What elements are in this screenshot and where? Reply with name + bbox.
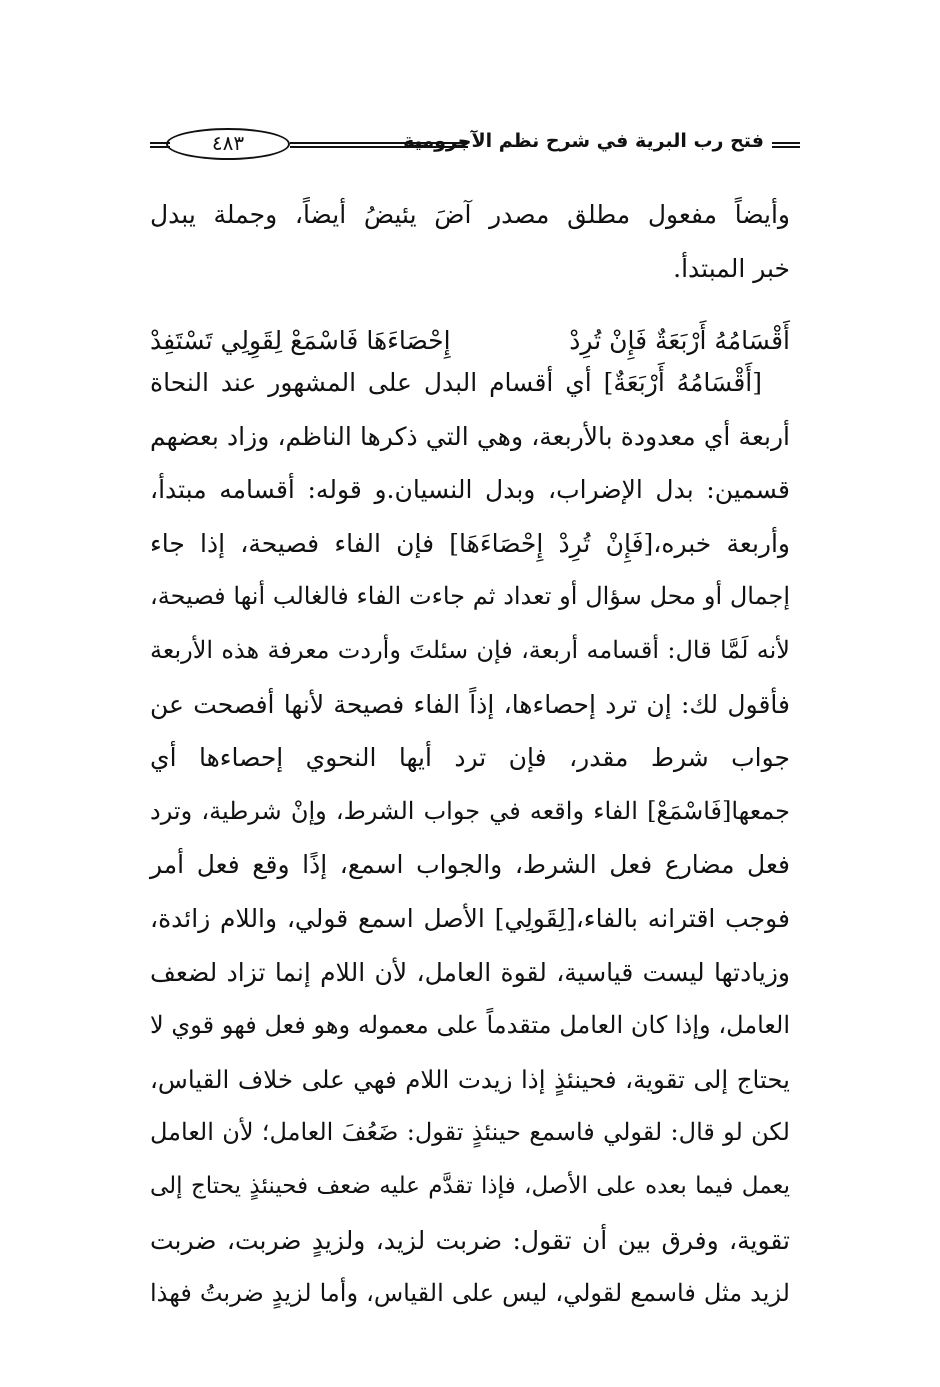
text-line: جمعها[فَاسْمَعْ] الفاء واقعه في جواب الشرط، وإنْ شرطية، وترد xyxy=(150,796,790,825)
running-title: فتح رب البرية في شرح نظم الآجرومية xyxy=(403,130,764,152)
page-header xyxy=(150,128,800,162)
page-number: ٤٨٣ xyxy=(211,131,245,155)
text-line: تقوية، وفرق بين أن تقول: ضربت لزيد، ولزيدٍ ضربت، ضربت xyxy=(150,1225,790,1255)
text-line: يحتاج إلى تقوية، فحينئذٍ إذا زيدت اللام فهي على خلاف القياس، xyxy=(150,1064,790,1094)
text-line: خبر المبتدأ. xyxy=(673,253,790,283)
text-line: قسمين: بدل الإضراب، وبدل النسيان.و قوله: أقسامه مبتدأ، xyxy=(150,475,790,505)
text-line: فأقول لك: إن ترد إحصاءها، إذاً الفاء فصيحة لأنها أفصحت عن xyxy=(150,689,790,719)
header-ornament-right xyxy=(772,142,800,148)
text-line: يعمل فيما بعده على الأصل، فإذا تقدَّم عليه ضعف فحينئذٍ يحتاج إلى xyxy=(150,1172,790,1199)
text-line: جواب شرط مقدر، فإن ترد أيها النحوي إحصاءها أي xyxy=(150,743,790,773)
text-line: وزيادتها ليست قياسية، لقوة العامل، لأن اللام إنما تزاد لضعف xyxy=(150,957,790,987)
text-line: لأنه لَمَّا قال: أقسامه أربعة، فإن سئلتَ وأردت معرفة هذه الأربعة xyxy=(150,635,790,664)
page-number-badge xyxy=(166,128,290,160)
header-ornament-left xyxy=(150,142,170,148)
text-line: وأيضاً مفعول مطلق مصدر آضَ يئيضُ أيضاً، وجملة يبدل xyxy=(150,200,790,229)
verse-first-hemistich: أَقْسَامُهُ أَرْبَعَةٌ فَإِنْ تُرِدْ xyxy=(569,326,790,355)
text-line: فوجب اقترانه بالفاء،[لِقَولِي] الأصل اسمع قولي، واللام زائدة، xyxy=(150,903,790,933)
text-line: لكن لو قال: لقولي فاسمع حينئذٍ تقول: ضَعُفَ العامل؛ لأن العامل xyxy=(150,1118,790,1147)
commentary-paragraph xyxy=(150,356,790,1321)
text-line: إجمال أو محل سؤال أو تعداد ثم جاءت الفاء فالغالب أنها فصيحة، xyxy=(150,582,791,611)
text-line: أربعة أي معدودة بالأربعة، وهي التي ذكرها الناظم، وزاد بعضهم xyxy=(150,421,790,451)
text-line: العامل، وإذا كان العامل متقدماً على معموله وهو فعل فهو قوي لا xyxy=(150,1011,790,1040)
text-line: لزيد مثل فاسمع لقولي، ليس على القياس، وأما لزيدٍ ضربتُ فهذا xyxy=(150,1279,790,1308)
intro-paragraph xyxy=(150,188,790,295)
text-line: [أَقْسَامُهُ أَرْبَعَةٌ] أي أقسام البدل على المشهور عند النحاة xyxy=(150,368,762,397)
verse-second-hemistich: إِحْصَاءَهَا فَاسْمَعْ لِقَوِلِي تَسْتَفِدْ xyxy=(150,326,451,355)
text-line: فعل مضارع فعل الشرط، والجواب اسمع، إذًا وقع فعل أمر xyxy=(150,850,790,880)
text-line: وأربعة خبره،[فَإِنْ تُرِدْ إِحْصَاءَهَا] فإن الفاء فصيحة، إذا جاء xyxy=(150,528,790,558)
header-rule xyxy=(290,142,468,148)
